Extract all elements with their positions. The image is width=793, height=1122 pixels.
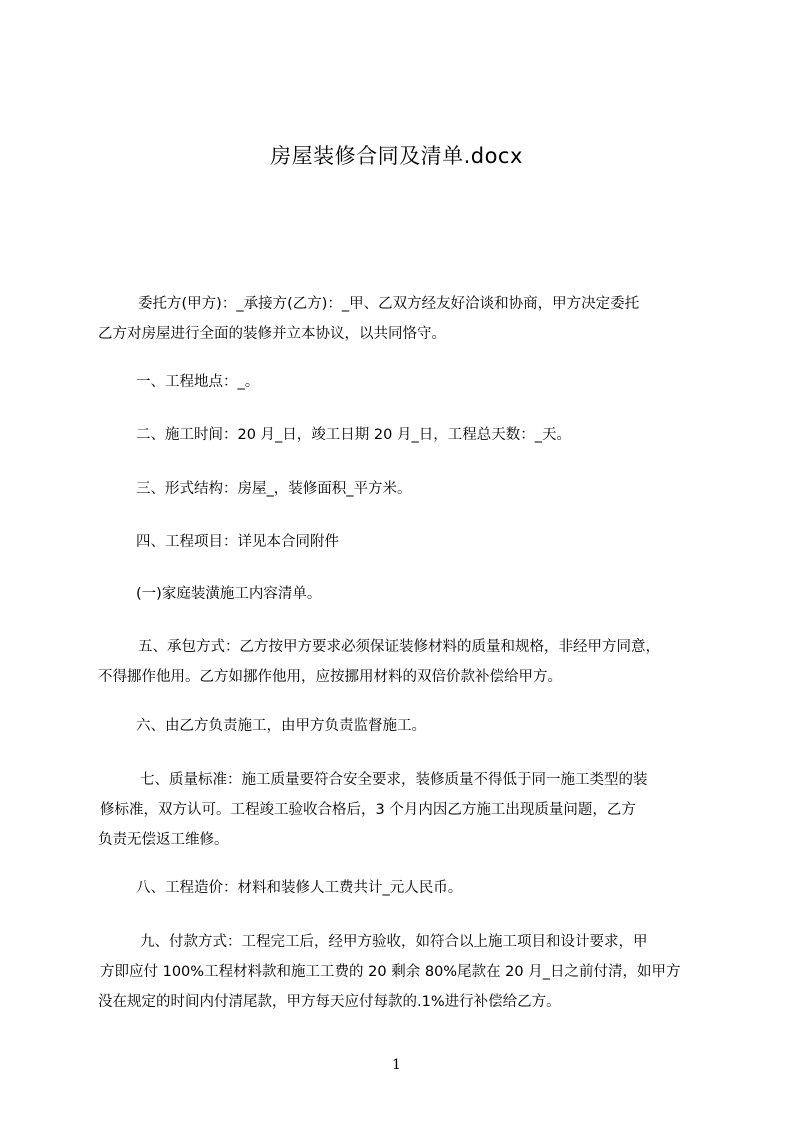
document-title: 房屋装修合同及清单.docx <box>270 144 523 168</box>
paragraph-line: 没在规定的时间内付清尾款，甲方每天应付每款的.1%进行补偿给乙方。 <box>98 994 561 1010</box>
paragraph-line: 二、施工时间：20 月_日，竣工日期 20 月_日，工程总天数：_天。 <box>136 427 571 443</box>
clause-7-quality <box>98 765 702 855</box>
paragraph-line: 修标准，双方认可。工程竣工验收合格后，3 个月内因乙方施工出现质量问题，乙方 <box>100 802 636 818</box>
clause-1-location <box>98 367 702 397</box>
intro-paragraph <box>98 289 702 349</box>
clause-3-structure <box>98 474 702 504</box>
clause-2-time <box>98 420 702 450</box>
paragraph-line: 七、质量标准：施工质量要符合安全要求，装修质量不得低于同一施工类型的装 <box>140 772 648 788</box>
clause-5-contracting <box>98 632 702 692</box>
paragraph-line: 三、形式结构：房屋_，装修面积_平方米。 <box>136 481 412 497</box>
paragraph-line: 方即应付 100%工程材料款和施工工费的 20 剩余 80%尾款在 20 月_日之前付清，如甲方 <box>100 964 681 980</box>
paragraph-line: 六、由乙方负责施工，由甲方负责监督施工。 <box>136 718 426 734</box>
paragraph-line: 不得挪作他用。乙方如挪作他用，应按挪用材料的双倍价款补偿给甲方。 <box>98 669 562 685</box>
paragraph-line: 四、工程项目：详见本合同附件 <box>136 534 339 550</box>
paragraph-line: 负责无偿返工维修。 <box>98 832 229 848</box>
paragraph-line: 五、承包方式：乙方按甲方要求必须保证装修材料的质量和规格，非经甲方同意， <box>138 639 660 655</box>
clause-8-cost <box>98 873 702 903</box>
clause-4-sub-list <box>98 579 702 609</box>
page-number: 1 <box>392 1057 401 1073</box>
paragraph-line: 九、付款方式：工程完工后，经甲方验收，如符合以上施工项目和设计要求，甲 <box>140 934 648 950</box>
paragraph-line: 委托方(甲方)：_承接方(乙方)：_甲、乙双方经友好洽谈和协商，甲方决定委托 <box>138 296 640 312</box>
clause-9-payment <box>98 927 702 1017</box>
clause-6-supervision <box>98 711 702 741</box>
paragraph-line: 乙方对房屋进行全面的装修并立本协议，以共同恪守。 <box>98 326 446 342</box>
paragraph-line: (一)家庭装潢施工内容清单。 <box>136 586 322 602</box>
clause-4-items <box>98 527 702 557</box>
paragraph-line: 一、工程地点：_。 <box>136 374 260 390</box>
paragraph-line: 八、工程造价：材料和装修人工费共计_元人民币。 <box>136 880 463 896</box>
